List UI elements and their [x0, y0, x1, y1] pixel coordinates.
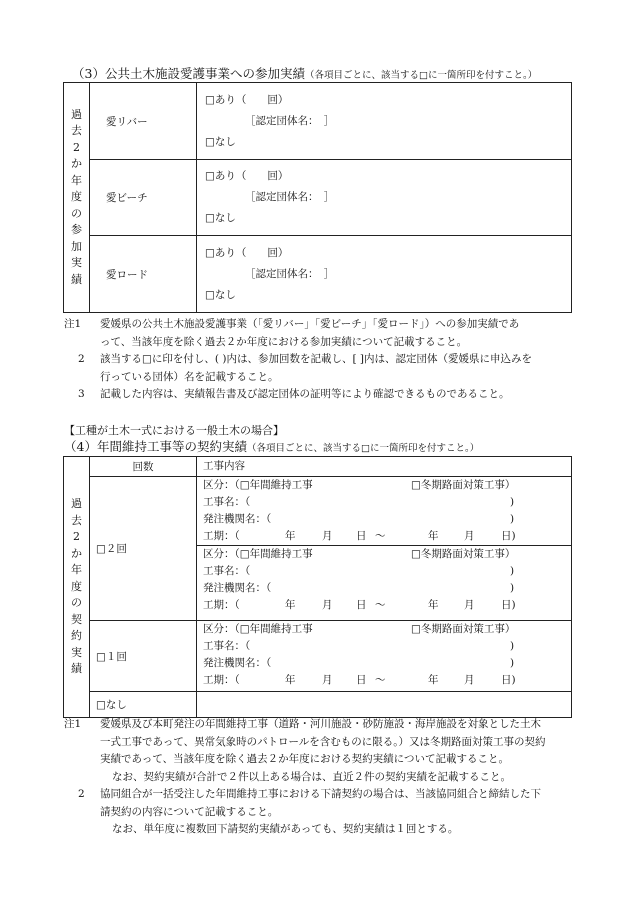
contract-block: [203, 477, 571, 545]
agency-label: 発注機関名：（: [203, 513, 272, 525]
tilde: ～: [375, 674, 386, 686]
count-2-checkbox[interactable]: □２回: [90, 477, 197, 621]
contract-block-single: [197, 621, 572, 692]
close-paren: ): [510, 496, 515, 508]
header-count: 回数: [90, 457, 197, 477]
month-label: 月: [464, 530, 475, 542]
work-name-label: 工事名：（: [203, 640, 251, 652]
close-paren: ): [510, 513, 515, 525]
work-name-field[interactable]: [203, 494, 571, 511]
day-end-label: 日): [501, 599, 516, 611]
kubun-winter-checkbox[interactable]: □冬期路面対策工事）: [411, 479, 516, 491]
row-options-ai-road: [197, 236, 572, 313]
close-paren: ): [510, 565, 515, 577]
option-yes-checkbox[interactable]: □あり（ 回）: [205, 170, 289, 182]
note-item: 注1 愛媛県の公共土木施設愛護事業（「愛リバー」「愛ビーチ」「愛ロード」）への参加実績であ って、当該年度を除く過去２か年度における参加実績について記載すること。: [64, 318, 520, 348]
agency-field[interactable]: [203, 655, 571, 672]
org-name-field[interactable]: ［認定団体名： ］: [245, 191, 335, 203]
close-paren: ): [510, 657, 515, 669]
section3-title-text: （3）公共土木施設愛護事業への参加実績: [72, 66, 305, 81]
day-label: 日: [356, 599, 367, 611]
option-no-checkbox[interactable]: □なし: [205, 135, 236, 148]
contract-block: [203, 621, 571, 689]
agency-label: 発注機関名：（: [203, 582, 272, 594]
year-label: 年: [428, 599, 439, 611]
section4-notes: [64, 716, 574, 839]
month-label: 月: [464, 599, 475, 611]
option-yes-checkbox[interactable]: □あり（ 回）: [205, 246, 289, 259]
option-yes-checkbox[interactable]: □あり（ 回）: [205, 93, 289, 106]
row-options-ai-beach: [197, 160, 572, 236]
row-name-ai-road: 愛ロード: [90, 236, 197, 313]
none-checkbox[interactable]: □なし: [90, 692, 197, 718]
section4-title-text: （4）年間維持工事等の契約実績: [64, 439, 247, 454]
tilde: ～: [375, 599, 386, 611]
section4-pre-heading: 【工種が土木一式における一般土木の場合】: [64, 424, 284, 437]
work-name-field[interactable]: [203, 563, 571, 580]
count-1-checkbox[interactable]: □１回: [90, 621, 197, 692]
row-name-ai-beach: 愛ビーチ: [90, 160, 197, 236]
close-paren: ): [510, 640, 515, 652]
kubun-line: [203, 477, 571, 494]
work-name-field[interactable]: [203, 638, 571, 655]
kubun-annual-checkbox[interactable]: 区分：（□年間維持工事: [203, 548, 313, 560]
period-label: 工期：（: [203, 599, 240, 611]
row-options-ai-river: [197, 83, 572, 160]
participation-side-label: 過 去 2 か 年 度 の 参 加 実 績: [64, 83, 90, 313]
agency-label: 発注機関名：（: [203, 657, 272, 669]
kubun-line: [203, 546, 571, 563]
tilde: ～: [375, 530, 386, 542]
kubun-line: [203, 621, 571, 638]
section3-title-note: （各項目ごとに、該当する□に一箇所印を付すこと。）: [304, 70, 538, 81]
participation-table: [63, 82, 572, 313]
year-label: 年: [285, 599, 296, 611]
year-label: 年: [285, 530, 296, 542]
year-label: 年: [428, 674, 439, 686]
kubun-annual-checkbox[interactable]: 区分：（□年間維持工事: [203, 479, 313, 491]
kubun-annual-checkbox[interactable]: 区分：（□年間維持工事: [203, 623, 313, 635]
period-field[interactable]: [203, 672, 571, 689]
close-paren: ): [510, 582, 515, 594]
kubun-winter-checkbox[interactable]: □冬期路面対策工事）: [411, 623, 516, 635]
month-label: 月: [322, 599, 333, 611]
period-field[interactable]: [203, 528, 571, 545]
year-label: 年: [285, 674, 296, 686]
day-label: 日: [356, 530, 367, 542]
month-label: 月: [322, 530, 333, 542]
note-item: 2 該当する□に印を付し、( )内は、参加回数を記載し、[ ]内は、認定団体（愛媛県に申込みを 行っている団体）名を記載すること。: [78, 353, 532, 383]
option-no-checkbox[interactable]: □なし: [205, 288, 236, 301]
agency-field[interactable]: [203, 511, 571, 528]
org-name-field[interactable]: ［認定団体名： ］: [245, 267, 335, 280]
row-name-ai-river: 愛リバー: [90, 83, 197, 160]
note-item: 注1 愛媛県及び本町発注の年間維持工事（道路・河川施設・砂防施設・海岸施設を対象とした土木 一式工事であって、異常気象時のパトロールを含むものに限る。）又は冬期路面対策工事の契約 実績であって、当該年度を除く過去２か年度における契約実績について記載すること。 なお、契約実績が合計で２件以上ある場合は、直近２件の契約実績を記載すること。: [64, 718, 546, 783]
section3-notes: [64, 316, 574, 404]
period-label: 工期：（: [203, 674, 240, 686]
month-label: 月: [464, 674, 475, 686]
option-no-checkbox[interactable]: □なし: [205, 212, 236, 224]
note-item: 2 協同組合が一括受注した年間維持工事における下請契約の場合は、当該協同組合と締結した下 請契約の内容について記載すること。 なお、単年度に複数回下請契約実績があっても、契約実績は１回とする。: [78, 788, 541, 835]
none-content: [197, 692, 572, 718]
org-name-field[interactable]: ［認定団体名： ］: [245, 114, 335, 127]
day-label: 日: [356, 674, 367, 686]
period-field[interactable]: [203, 597, 571, 614]
year-label: 年: [428, 530, 439, 542]
section4-title-note: （各項目ごとに、該当する□に一箇所印を付すこと。）: [246, 443, 480, 454]
contract-table: [63, 456, 572, 718]
period-label: 工期：（: [203, 530, 240, 542]
agency-field[interactable]: [203, 580, 571, 597]
work-name-label: 工事名：（: [203, 565, 251, 577]
header-content: 工事内容: [197, 457, 572, 477]
section3-title: [72, 64, 537, 82]
note-item: 3 記載した内容は、実績報告書及び認定団体の証明等により確認できるものであること。: [78, 388, 510, 400]
contract-side-label: 過 去 2 か 年 度 の 契 約 実 績: [64, 457, 90, 718]
day-end-label: 日): [501, 530, 516, 542]
section4-title: [64, 437, 479, 455]
month-label: 月: [322, 674, 333, 686]
day-end-label: 日): [501, 674, 516, 686]
work-name-label: 工事名：（: [203, 496, 251, 508]
contract-block: [203, 546, 571, 614]
contract-block-pair: [197, 477, 572, 621]
kubun-winter-checkbox[interactable]: □冬期路面対策工事）: [411, 548, 516, 560]
